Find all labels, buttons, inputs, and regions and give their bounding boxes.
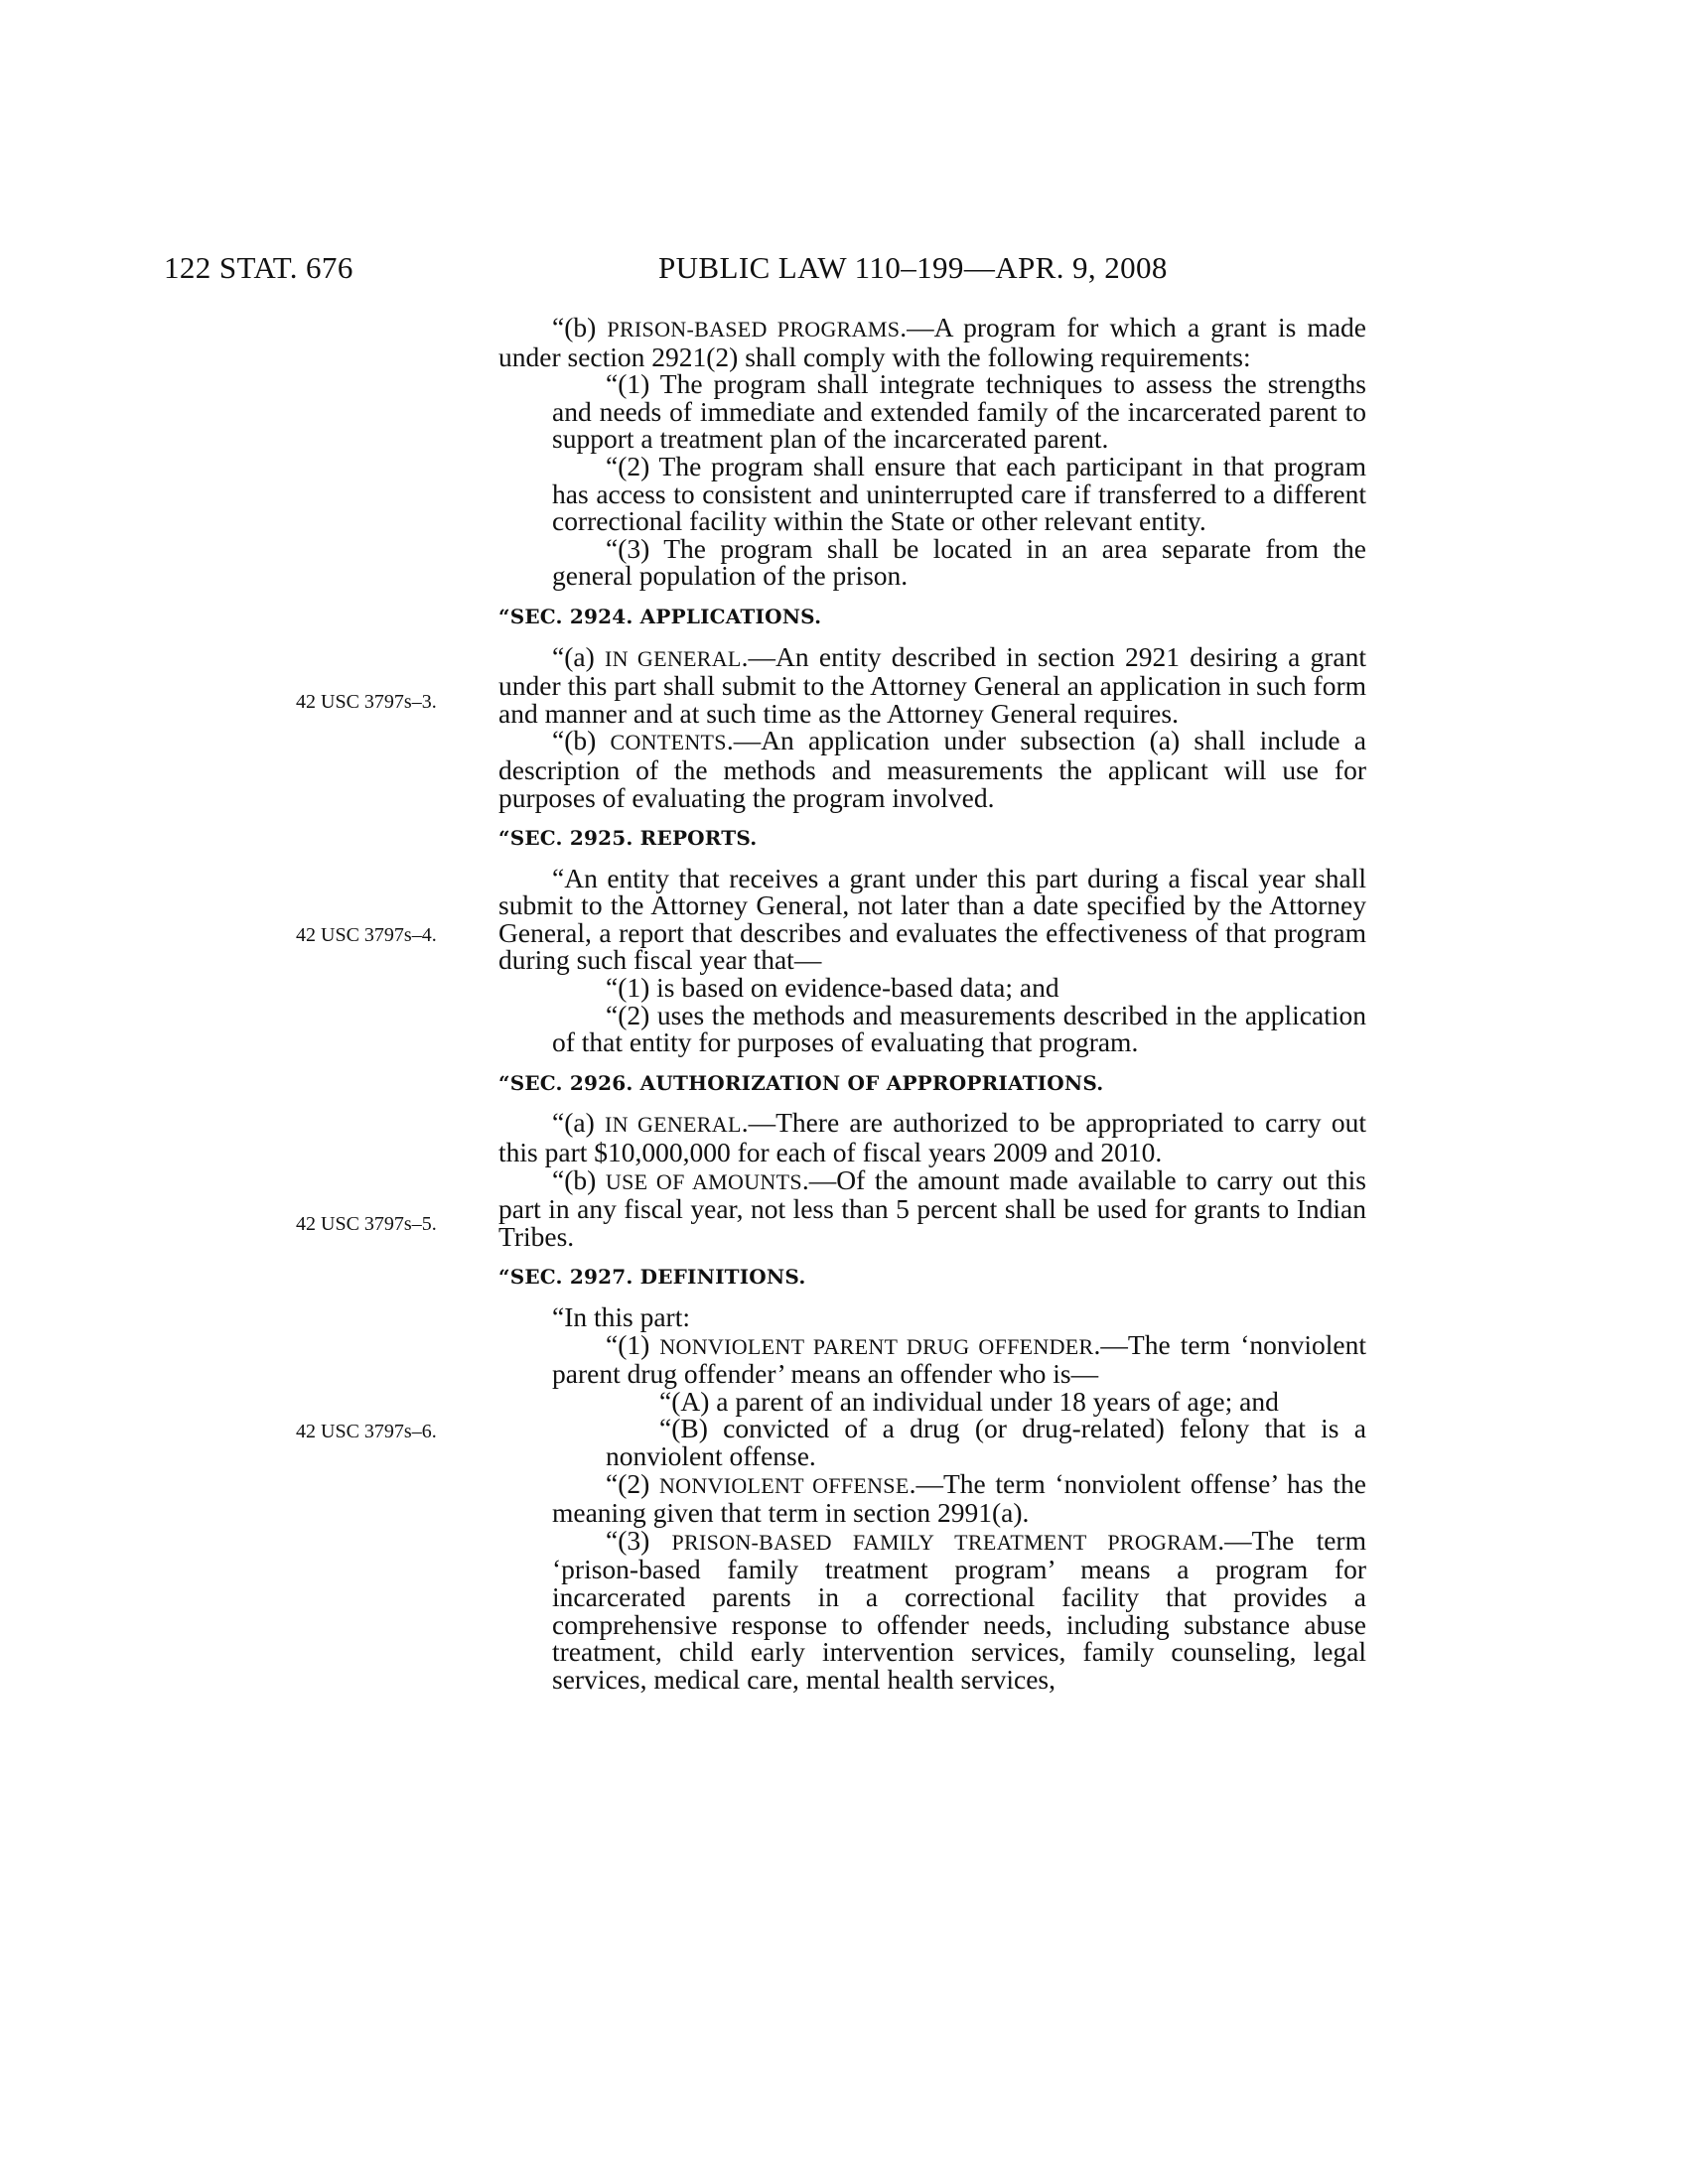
running-header: PUBLIC LAW 110–199—APR. 9, 2008 [658, 250, 1168, 285]
section-heading-2927: “SEC. 2927. DEFINITIONS. [498, 1265, 806, 1290]
list-item: “(B) convicted of a drug (or drug-related) felony that is a nonviolent offense. [606, 1413, 1366, 1471]
paragraph-definitions-intro: “In this part: [552, 1301, 690, 1332]
list-item: “(3) The program shall be located in an area separate from the general population of the prison. [552, 532, 1366, 592]
document-body [498, 314, 1366, 1693]
definition-nonviolent-offense: “(2) NONVIOLENT OFFENSE.—The term ‘nonviolent offense’ has the meaning given that term in section 2991(a). [552, 1467, 1366, 1529]
section-heading-2925: “SEC. 2925. REPORTS. [498, 826, 758, 851]
definition-heading: PRISON-BASED FAMILY TREATMENT PROGRAM [671, 1529, 1218, 1555]
definition-prison-based-family-treatment-program: “(3) PRISON-BASED FAMILY TREATMENT PROGRAM.—The term ‘prison-based family treatment program’ means a program for incarcerated parents in a correctional facility that provides a comprehensive response to offender needs, including substance abuse treatment, child early intervention services, family counseling, legal services, medical care, mental health services, [552, 1524, 1366, 1695]
list-item: “(1) is based on evidence-based data; and [606, 972, 1059, 1004]
subsection-heading: IN GENERAL [604, 645, 742, 671]
subsection-heading: IN GENERAL [604, 1112, 742, 1138]
margin-note-usc: 42 USC 3797s–3. [296, 691, 437, 713]
list-item: “(A) a parent of an individual under 18 years of age; and [659, 1385, 1279, 1417]
margin-note-usc: 42 USC 3797s–4. [296, 924, 437, 946]
paragraph-in-general: “(a) IN GENERAL.—There are authorized to be appropriated to carry out this part $10,000,000 for each of fiscal years 2009 and 2010. [498, 1107, 1367, 1168]
paragraph-contents: “(b) CONTENTS.—An application under subsection (a) shall include a description of the methods and measurements the applicant will use for purposes of evaluating the program involved. [498, 725, 1366, 813]
definition-nonviolent-parent-drug-offender: “(1) NONVIOLENT PARENT DRUG OFFENDER.—The term ‘nonviolent parent drug offender’ means an offender who is— [552, 1328, 1366, 1390]
definition-heading: NONVIOLENT OFFENSE [658, 1472, 910, 1498]
margin-note-usc: 42 USC 3797s–6. [296, 1421, 437, 1442]
margin-note-usc: 42 USC 3797s–5. [296, 1213, 437, 1235]
section-heading-2924: “SEC. 2924. APPLICATIONS. [498, 604, 822, 628]
subsection-heading: PRISON-BASED PROGRAMS [607, 317, 901, 341]
list-item: “(2) The program shall ensure that each participant in that program has access to consistent and uninterrupted care if transferred to a different correctional facility within the State or other relevant entity. [552, 450, 1366, 537]
paragraph-in-general: “(a) IN GENERAL.—An entity described in section 2921 desiring a grant under this part shall submit to the Attorney General an application in such form and manner and at such time as the Attorney General requires. [498, 640, 1366, 729]
list-item: “(2) uses the methods and measurements described in the application of that entity for purposes of evaluating that program. [552, 999, 1366, 1058]
paragraph-prison-based-programs: “(b) PRISON-BASED PROGRAMS.—A program for which a grant is made under section 2921(2) shall comply with the following requirements: [498, 312, 1366, 372]
page-reference: 122 STAT. 676 [164, 250, 353, 285]
subsection-heading: USE OF AMOUNTS [605, 1168, 802, 1194]
paragraph-reports: “An entity that receives a grant under this part during a fiscal year shall submit to the Attorney General, not later than a date specified by the Attorney General, a report that describes and evaluates the effectiveness of that program during such fiscal year that— [498, 862, 1366, 976]
section-heading-2926: “SEC. 2926. AUTHORIZATION OF APPROPRIATIONS. [498, 1070, 1104, 1095]
subsection-heading: CONTENTS [610, 730, 727, 755]
paragraph-use-of-amounts: “(b) USE OF AMOUNTS.—Of the amount made available to carry out this part in any fiscal year, not less than 5 percent shall be used for grants to Indian Tribes. [498, 1163, 1366, 1252]
definition-heading: NONVIOLENT PARENT DRUG OFFENDER [659, 1333, 1094, 1359]
list-item: “(1) The program shall integrate techniques to assess the strengths and needs of immediate and extended family of the incarcerated parent to support a treatment plan of the incarcerated parent. [552, 368, 1366, 455]
